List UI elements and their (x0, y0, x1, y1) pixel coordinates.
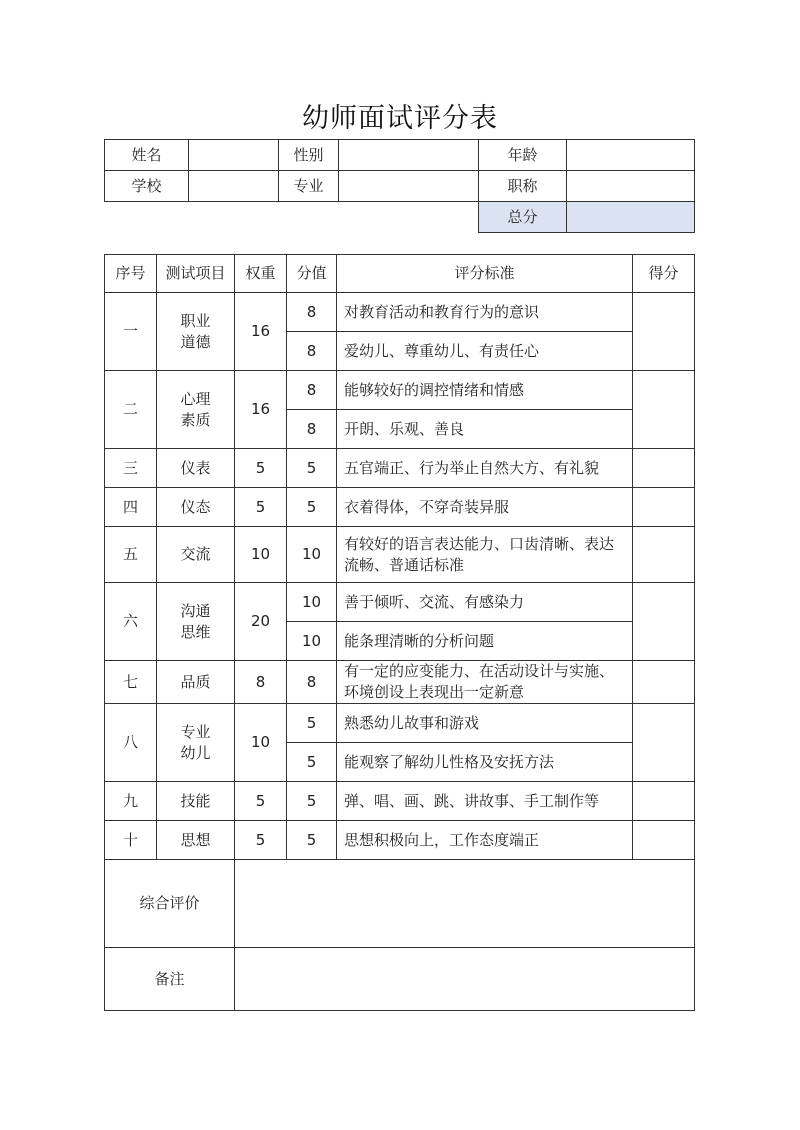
test-item-line: 仪态 (180, 497, 211, 516)
page-title: 幼师面试评分表 (302, 103, 498, 134)
point-value: 8 (287, 410, 337, 449)
major-field[interactable] (339, 171, 479, 202)
test-item-line: 品质 (180, 672, 211, 691)
overall-evaluation-label: 综合评价 (105, 860, 235, 948)
point-value: 5 (287, 743, 337, 782)
weight: 10 (235, 527, 287, 583)
job-title-label: 职称 (479, 171, 567, 202)
column-header: 分值 (287, 255, 337, 293)
weight: 20 (235, 583, 287, 661)
point-value: 5 (287, 821, 337, 860)
test-item (157, 371, 235, 449)
row-number: 十 (105, 821, 157, 860)
scoring-criterion: 能够较好的调控情绪和情感 (337, 371, 633, 410)
table-row (105, 293, 695, 332)
gender-label: 性别 (279, 140, 339, 171)
column-header: 权重 (235, 255, 287, 293)
overall-evaluation-row (105, 860, 695, 948)
gender-field[interactable] (339, 140, 479, 171)
table-row (105, 704, 695, 743)
scoring-criterion: 有一定的应变能力、在活动设计与实施、环境创设上表现出一定新意 (337, 661, 633, 704)
school-field[interactable] (189, 171, 279, 202)
test-item (157, 704, 235, 782)
name-field[interactable] (189, 140, 279, 171)
score-field[interactable] (633, 661, 695, 704)
total-score-label: 总分 (479, 202, 567, 233)
scoring-criterion: 弹、唱、画、跳、讲故事、手工制作等 (337, 782, 633, 821)
test-item-line: 心理 (180, 389, 211, 408)
weight: 5 (235, 821, 287, 860)
test-item (157, 293, 235, 371)
weight: 16 (235, 293, 287, 371)
scoring-criterion: 能观察了解幼儿性格及安抚方法 (337, 743, 633, 782)
column-header: 得分 (633, 255, 695, 293)
test-item-line: 技能 (180, 791, 211, 810)
weight: 5 (235, 782, 287, 821)
scoring-criterion: 思想积极向上，工作态度端正 (337, 821, 633, 860)
age-label: 年龄 (479, 140, 567, 171)
test-item (157, 583, 235, 661)
major-label: 专业 (279, 171, 339, 202)
remarks-field[interactable] (235, 948, 695, 1011)
blank-area (105, 202, 479, 233)
test-item (157, 782, 235, 821)
table-row (105, 449, 695, 488)
point-value: 5 (287, 704, 337, 743)
scoring-criterion: 开朗、乐观、善良 (337, 410, 633, 449)
school-label: 学校 (105, 171, 189, 202)
point-value: 8 (287, 293, 337, 332)
test-item-line: 思想 (180, 830, 211, 849)
test-item (157, 821, 235, 860)
point-value: 8 (287, 371, 337, 410)
point-value: 8 (287, 332, 337, 371)
test-item-line: 沟通 (180, 601, 211, 620)
table-row (105, 782, 695, 821)
score-field[interactable] (633, 488, 695, 527)
row-number: 一 (105, 293, 157, 371)
job-title-field[interactable] (567, 171, 695, 202)
test-item-line: 幼儿 (180, 743, 211, 762)
name-label: 姓名 (105, 140, 189, 171)
point-value: 10 (287, 622, 337, 661)
point-value: 5 (287, 488, 337, 527)
point-value: 5 (287, 449, 337, 488)
score-field[interactable] (633, 821, 695, 860)
test-item-line: 道德 (180, 332, 211, 351)
weight: 5 (235, 449, 287, 488)
total-score-field[interactable] (567, 202, 695, 233)
score-field[interactable] (633, 583, 695, 661)
test-item-line: 思维 (180, 622, 211, 641)
point-value: 10 (287, 583, 337, 622)
overall-evaluation-field[interactable] (235, 860, 695, 948)
weight: 8 (235, 661, 287, 704)
test-item-line: 素质 (180, 410, 211, 429)
scoring-criterion: 熟悉幼儿故事和游戏 (337, 704, 633, 743)
scoring-criterion: 有较好的语言表达能力、口齿清晰、表达流畅、普通话标准 (337, 527, 633, 583)
score-field[interactable] (633, 449, 695, 488)
table-row (105, 527, 695, 583)
remarks-row (105, 948, 695, 1011)
table-row (105, 488, 695, 527)
remarks-label: 备注 (105, 948, 235, 1011)
row-number: 五 (105, 527, 157, 583)
test-item (157, 488, 235, 527)
test-item (157, 527, 235, 583)
weight: 5 (235, 488, 287, 527)
table-row (105, 661, 695, 704)
table-row (105, 583, 695, 622)
test-item-line: 仪表 (180, 458, 211, 477)
table-row (105, 821, 695, 860)
scoring-criterion: 五官端正、行为举止自然大方、有礼貌 (337, 449, 633, 488)
table-row (105, 371, 695, 410)
point-value: 5 (287, 782, 337, 821)
test-item-line: 专业 (180, 722, 211, 741)
test-item-line: 职业 (180, 311, 211, 330)
row-number: 八 (105, 704, 157, 782)
test-item-line: 交流 (180, 545, 211, 563)
score-table (104, 254, 695, 1011)
row-number: 三 (105, 449, 157, 488)
point-value: 10 (287, 527, 337, 583)
row-number: 四 (105, 488, 157, 527)
column-header: 评分标准 (337, 255, 633, 293)
row-number: 七 (105, 661, 157, 704)
applicant-info-table (104, 139, 695, 233)
score-field[interactable] (633, 371, 695, 449)
row-number: 九 (105, 782, 157, 821)
test-item (157, 661, 235, 704)
test-item (157, 449, 235, 488)
score-field[interactable] (633, 293, 695, 371)
table-header-row (105, 255, 695, 293)
scoring-criterion: 衣着得体，不穿奇装异服 (337, 488, 633, 527)
scoring-criterion: 爱幼儿、尊重幼儿、有责任心 (337, 332, 633, 371)
scoring-criterion: 善于倾听、交流、有感染力 (337, 583, 633, 622)
scoring-criterion: 能条理清晰的分析问题 (337, 622, 633, 661)
score-field[interactable] (633, 782, 695, 821)
weight: 10 (235, 704, 287, 782)
point-value: 8 (287, 661, 337, 704)
row-number: 二 (105, 371, 157, 449)
scoring-criterion: 对教育活动和教育行为的意识 (337, 293, 633, 332)
weight: 16 (235, 371, 287, 449)
column-header: 测试项目 (157, 255, 235, 293)
row-number: 六 (105, 583, 157, 661)
age-field[interactable] (567, 140, 695, 171)
score-field[interactable] (633, 704, 695, 782)
column-header: 序号 (105, 255, 157, 293)
score-field[interactable] (633, 527, 695, 583)
